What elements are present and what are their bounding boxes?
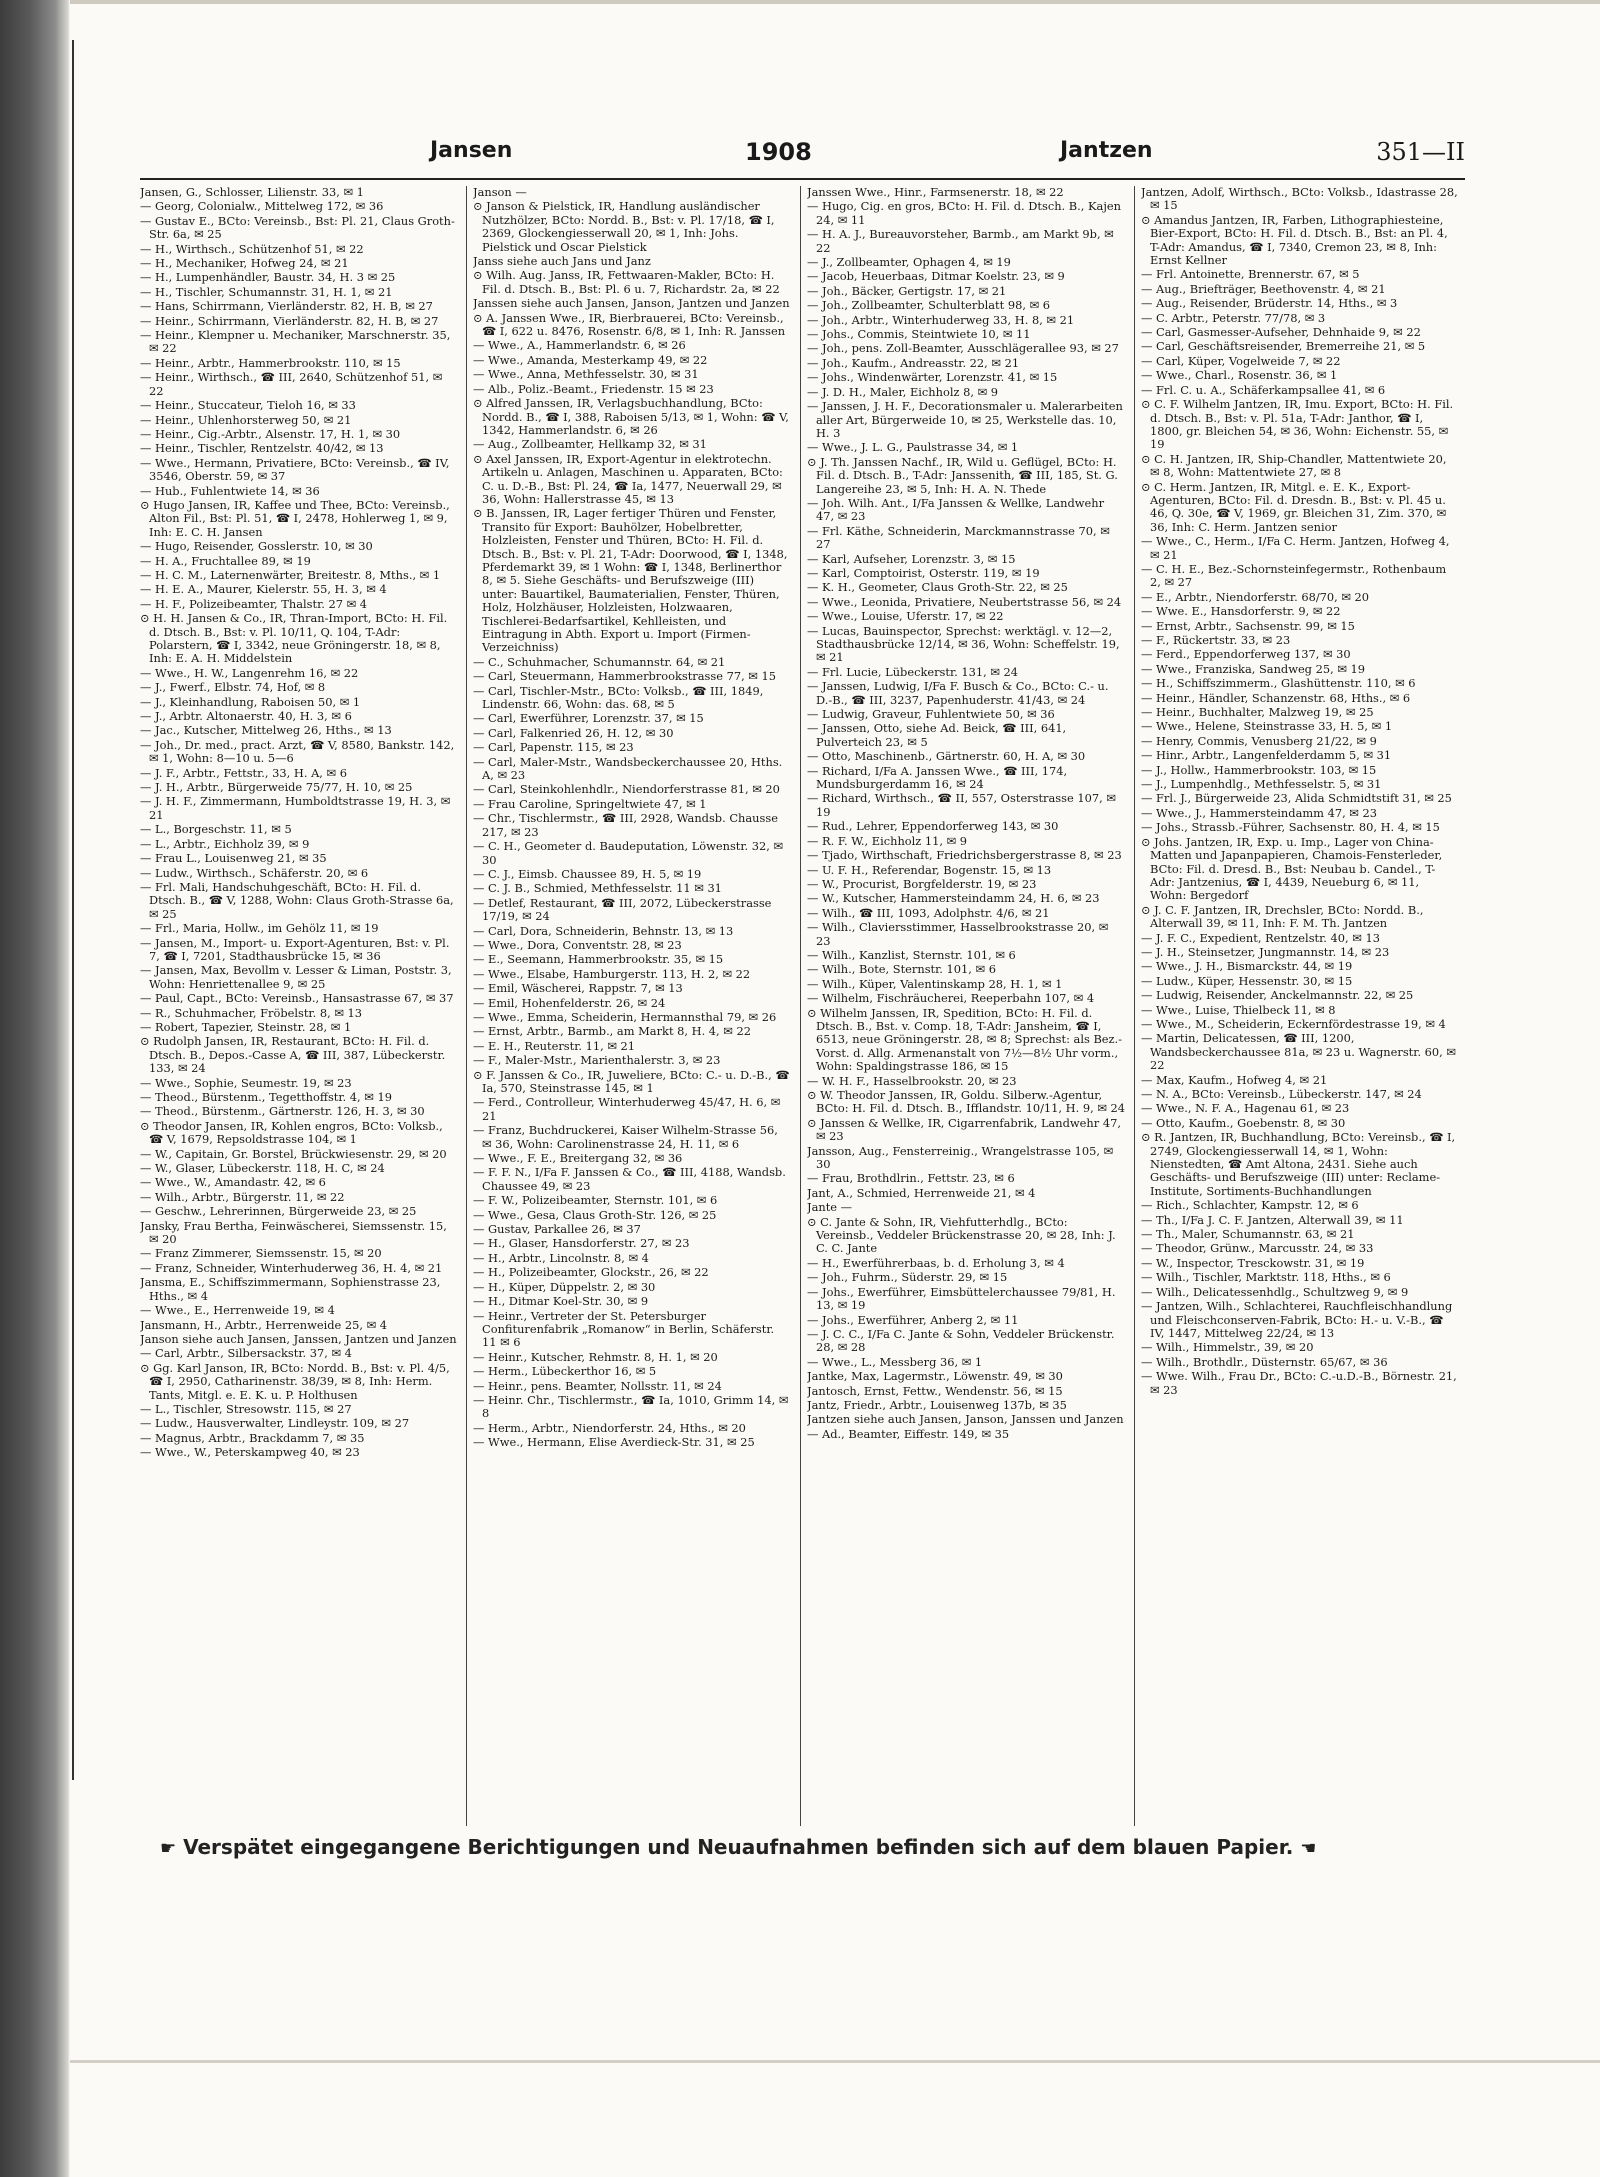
- directory-entry: — H. C. M., Laternenwärter, Breitestr. 8, Mths., ✉ 1: [140, 567, 441, 582]
- directory-entry: — Wwe., Luise, Thielbeck 11, ✉ 8: [1141, 1002, 1336, 1017]
- directory-entry: — Wwe. Wilh., Frau Dr., BCto: C.-u.D.-B., Börnestr. 21, ✉ 23: [1141, 1369, 1457, 1397]
- page-number: 351—II: [1376, 138, 1465, 166]
- footer-notice-text: Verspätet eingegangene Berichtigungen und Neuaufnahmen befinden sich auf dem blauen Papier.: [183, 1835, 1294, 1859]
- directory-entry: Jansky, Frau Bertha, Feinwäscherei, Siemssenstr. 15, ✉ 20: [140, 1218, 447, 1247]
- directory-entry: — Detlef, Restaurant, ☎ III, 2072, Lübeckerstrasse 17/19, ✉ 24: [473, 895, 772, 924]
- directory-entry: — Jansen, Max, Bevollm v. Lesser & Liman, Poststr. 3, Wohn: Henriettenallee 9, ✉ 25: [140, 963, 452, 991]
- directory-entry: — K. H., Geometer, Claus Groth-Str. 22, ✉ 25: [807, 580, 1068, 595]
- directory-entry: — Robert, Tapezier, Steinstr. 28, ✉ 1: [140, 1019, 352, 1034]
- directory-entry: — Ad., Beamter, Eiffestr. 149, ✉ 35: [807, 1426, 1010, 1441]
- directory-entry: ⊙ C. H. Jantzen, IR, Ship-Chandler, Mattentwiete 20, ✉ 8, Wohn: Mattentwiete 27, ✉ 8: [1141, 451, 1447, 480]
- directory-entry: — Wwe., W., Amandastr. 42, ✉ 6: [140, 1175, 326, 1190]
- directory-entry: Jansson, Aug., Fensterreinig., Wrangelstrasse 105, ✉ 30: [807, 1143, 1114, 1172]
- spine-edge-line: [72, 40, 74, 1780]
- directory-entry: — Wwe., L., Messberg 36, ✉ 1: [807, 1354, 983, 1369]
- directory-entry: — Carl, Papenstr. 115, ✉ 23: [473, 740, 634, 755]
- directory-entry: Janssen Wwe., Hinr., Farmsenerstr. 18, ✉ 22: [807, 186, 1064, 199]
- directory-entry: — Joh., Bäcker, Gertigstr. 17, ✉ 21: [807, 283, 1007, 298]
- directory-entry: — Wwe., C., Herm., I/Fa C. Herm. Jantzen, Hofweg 4, ✉ 21: [1141, 534, 1450, 562]
- directory-entry: — Richard, Wirthsch., ☎ II, 557, Osterstrasse 107, ✉ 19: [807, 791, 1116, 819]
- directory-entry: — W. H. F., Hasselbrookstr. 20, ✉ 23: [807, 1073, 1017, 1088]
- directory-entry: ⊙ Gg. Karl Janson, IR, BCto: Nordd. B., Bst: v. Pl. 4/5, ☎ I, 2950, Catharinenstr. 38/39, ✉ 8, Inh: Herm. Tants, Mitgl. e. E. K. u. P. Holthusen: [140, 1360, 450, 1402]
- directory-entry: ⊙ C. F. Wilhelm Jantzen, IR, Imu. Export, BCto: H. Fil. d. Dtsch. B., Bst: v. Pl. 51a, T-Adr: Janthor, ☎ I, 1800, gr. Bleichen 54, ✉ 36, Wohn: Eichenstr. 55, ✉ 19: [1141, 397, 1454, 452]
- directory-entry: — Hugo, Reisender, Gosslerstr. 10, ✉ 30: [140, 539, 373, 554]
- directory-entry: ⊙ A. Janssen Wwe., IR, Bierbrauerei, BCto: Vereinsb., ☎ I, 622 u. 8476, Rosenstr. 6/8, ✉ 1, Inh: R. Janssen: [473, 310, 786, 339]
- directory-entry: — C. Arbtr., Peterstr. 77/78, ✉ 3: [1141, 310, 1326, 325]
- directory-entry: — Hub., Fuhlentwiete 14, ✉ 36: [140, 483, 320, 498]
- directory-entry: — Jantzen, Wilh., Schlachterei, Rauchfleischhandlung und Fleischconserven-Fabrik, BCto: H.- u. V.-B., ☎ IV, 1447, Mittelweg 22/24, ✉ 13: [1141, 1299, 1453, 1340]
- directory-entry: — Herm., Arbtr., Niendorferstr. 24, Hths., ✉ 20: [473, 1420, 746, 1435]
- directory-entry: — N. A., BCto: Vereinsb., Lübeckerstr. 147, ✉ 24: [1141, 1087, 1422, 1101]
- directory-entry: — Paul, Capt., BCto: Vereinsb., Hansastrasse 67, ✉ 37: [140, 991, 454, 1006]
- directory-entry: — Wwe., N. F. A., Hagenau 61, ✉ 23: [1141, 1101, 1350, 1116]
- directory-entry: — Jacob, Heuerbaas, Ditmar Koelstr. 23, ✉ 9: [807, 269, 1065, 284]
- directory-entry: ⊙ Theodor Jansen, IR, Kohlen engros, BCto: Volksb., ☎ V, 1679, Repsoldstrasse 104, ✉ 1: [140, 1118, 443, 1147]
- directory-entry: — Franz, Schneider, Winterhuderweg 36, H. 4, ✉ 21: [140, 1260, 443, 1275]
- pointing-hand-left-icon: ☚: [1300, 1838, 1317, 1859]
- directory-entry: ⊙ Axel Janssen, IR, Export-Agentur in elektrotechn. Artikeln u. Anlagen, Maschinen u. Apparaten, BCto: C. u. D.-B., Bst: Pl. 24, ☎ Ia, 1477, Neuerwall 29, ✉ 36, Wohn: Hallerstrasse 45, ✉ 13: [473, 451, 783, 506]
- directory-entry: — Ludw., Hausverwalter, Lindleystr. 109, ✉ 27: [140, 1416, 410, 1431]
- directory-entry: — Wwe., E., Herrenweide 19, ✉ 4: [140, 1303, 335, 1318]
- directory-entry: — Wilh., Arbtr., Bürgerstr. 11, ✉ 22: [140, 1189, 345, 1204]
- directory-entry: — Wwe., Elsabe, Hamburgerstr. 113, H. 2, ✉ 22: [473, 966, 751, 981]
- directory-entry: — J. F. C., Expedient, Rentzelstr. 40, ✉ 13: [1141, 930, 1380, 945]
- directory-entry: — Gustav, Parkallee 26, ✉ 37: [473, 1222, 641, 1237]
- directory-entry: — J., Fwerf., Elbstr. 74, Hof, ✉ 8: [140, 680, 326, 695]
- directory-entry: — Georg, Colonialw., Mittelweg 172, ✉ 36: [140, 199, 384, 214]
- directory-entry: — H., Ewerführerbaas, b. d. Erholung 3, ✉ 4: [807, 1255, 1065, 1270]
- directory-entry: — Gustav E., BCto: Vereinsb., Bst: Pl. 21, Claus Groth-Str. 6a, ✉ 25: [140, 213, 455, 242]
- directory-entry: — J. H., Arbtr., Bürgerweide 75/77, H. 10, ✉ 25: [140, 780, 413, 795]
- directory-entry: — Wwe., Emma, Scheiderin, Hermannsthal 79, ✉ 26: [473, 1009, 777, 1024]
- directory-entry: — Wwe., Sophie, Seumestr. 19, ✉ 23: [140, 1075, 352, 1090]
- directory-entry: — Joh., Kaufm., Andreasstr. 22, ✉ 21: [807, 355, 1020, 370]
- directory-entry: — J., Arbtr. Altonaerstr. 40, H. 3, ✉ 6: [140, 709, 352, 724]
- directory-entry: Jansen, G., Schlosser, Lilienstr. 33, ✉ 1: [140, 186, 364, 199]
- directory-entry: — Carl, Ewerführer, Lorenzstr. 37, ✉ 15: [473, 711, 704, 726]
- directory-entry: — W., Inspector, Tresckowstr. 31, ✉ 19: [1141, 1255, 1365, 1270]
- directory-entry: — Max, Kaufm., Hofweg 4, ✉ 21: [1141, 1072, 1328, 1087]
- directory-entry: — Ferd., Eppendorferweg 137, ✉ 30: [1141, 647, 1351, 662]
- directory-entry: — H., Arbtr., Lincolnstr. 8, ✉ 4: [473, 1250, 649, 1265]
- directory-entry: — Heinr., Arbtr., Hammerbrookstr. 110, ✉ 15: [140, 355, 401, 370]
- directory-entry: — Johs., Ewerführer, Anberg 2, ✉ 11: [807, 1312, 1019, 1327]
- directory-entry: — Ernst, Arbtr., Barmb., am Markt 8, H. 4, ✉ 22: [473, 1024, 751, 1039]
- directory-entry: — J. H. F., Zimmermann, Humboldtstrasse 19, H. 3, ✉ 21: [140, 794, 451, 822]
- directory-entry: — Wwe., Leonida, Privatiere, Neubertstrasse 56, ✉ 24: [807, 594, 1122, 609]
- directory-entry: — L., Borgeschstr. 11, ✉ 5: [140, 822, 292, 837]
- directory-entry: — Aug., Zollbeamter, Hellkamp 32, ✉ 31: [473, 437, 707, 452]
- directory-entry: Jansmann, H., Arbtr., Herrenweide 25, ✉ 4: [140, 1317, 388, 1332]
- directory-entry: — Heinr., Wirthsch., ☎ III, 2640, Schützenhof 51, ✉ 22: [140, 370, 443, 398]
- column-2: [473, 186, 791, 1826]
- directory-entry: — Johs., Strassb.-Führer, Sachsenstr. 80, H. 4, ✉ 15: [1141, 820, 1440, 835]
- directory-entry: — Heinr., Händler, Schanzenstr. 68, Hths., ✉ 6: [1141, 690, 1411, 705]
- directory-entry: — Carl, Steuermann, Hammerbrookstrasse 77, ✉ 15: [473, 669, 776, 684]
- directory-entry: — Hugo, Cig. en gros, BCto: H. Fil. d. Dtsch. B., Kajen 24, ✉ 11: [807, 199, 1121, 227]
- directory-entry: ⊙ B. Janssen, IR, Lager fertiger Thüren und Fenster, Transito für Export: Bauhölzer, Hobelbretter, Holzleisten, Fenster und Thüren, BCto: H. Fil. d. Dtsch. B., Bst: v. Pl. 21, T-Adr: Doorwood, ☎ I, 1348, Pferdemarkt 39, ✉ 1 Wohn: ☎ I, 1348, Berlinerthor 8, ✉ 5. Siehe Geschäfts- und Berufszweige (III) unter: Bauartikel, Baumaterialien, Fenster, Thüren, Holz, Holzhäuser, Holzleisten, Holzwaaren, Tischlerei-Bedarfsartikel, Kehlleisten, und Eintragung in Abth. Export u. Import (Firmen-Verzeichniss): [473, 506, 788, 655]
- directory-entry: — Carl, Arbtr., Silbersackstr. 37, ✉ 4: [140, 1346, 352, 1361]
- directory-entry: Jante —: [807, 1200, 853, 1215]
- directory-entry: — Wwe., Charl., Rosenstr. 36, ✉ 1: [1141, 368, 1338, 383]
- directory-entry: — Johs., Ewerführer, Eimsbüttelerchaussee 79/81, H. 13, ✉ 19: [807, 1284, 1116, 1313]
- directory-entry: — Joh., Fuhrm., Süderstr. 29, ✉ 15: [807, 1270, 1008, 1285]
- directory-entry: — Joh., pens. Zoll-Beamter, Ausschlägerallee 93, ✉ 27: [807, 341, 1119, 356]
- directory-entry: — Wwe. E., Hansdorferstr. 9, ✉ 22: [1141, 604, 1341, 619]
- directory-entry: — Wilh., Delicatessenhdlg., Schultzweg 9, ✉ 9: [1141, 1284, 1409, 1299]
- directory-entry: — C. J., Eimsb. Chaussee 89, H. 5, ✉ 19: [473, 866, 702, 881]
- directory-entry: — H., Küper, Düppelstr. 2, ✉ 30: [473, 1279, 656, 1294]
- directory-entry: ⊙ F. Janssen & Co., IR, Juweliere, BCto: C.- u. D.-B., ☎ Ia, 570, Steinstrasse 145, ✉ 1: [473, 1067, 790, 1095]
- directory-entry: — Johs., Commis, Steintwiete 10, ✉ 11: [807, 327, 1031, 342]
- directory-entry: ⊙ Amandus Jantzen, IR, Farben, Lithographiesteine, Bier-Export, BCto: H. Fil. d. Dtsch. B., Bst: an Pl. 4, T-Adr: Amandus, ☎ I, 7340, Cremon 23, ✉ 8, Inh: Ernst Kellner: [1141, 212, 1448, 268]
- directory-entry: — Frl., Maria, Hollw., im Gehölz 11, ✉ 19: [140, 921, 379, 936]
- directory-entry: — Heinr., pens. Beamter, Nollsstr. 11, ✉ 24: [473, 1378, 722, 1393]
- directory-entry: ⊙ H. H. Jansen & Co., IR, Thran-Import, BCto: H. Fil. d. Dtsch. B., Bst: v. Pl. 10/11, Q. 104, T-Adr: Polarstern, ☎ I, 3342, neue Gröningerstr. 18, ✉ 8, Inh: E. A. H. Middelstein: [140, 611, 448, 666]
- directory-entry: — Wwe., J., Hammersteindamm 47, ✉ 23: [1141, 805, 1377, 820]
- directory-entry: Jantz, Friedr., Arbtr., Louisenweg 137b, ✉ 35: [807, 1397, 1067, 1412]
- column-4: [1141, 186, 1459, 1826]
- directory-entry: — Ludw., Küper, Hessenstr. 30, ✉ 15: [1141, 973, 1353, 988]
- directory-entry: — J., Hollw., Hammerbrookstr. 103, ✉ 15: [1141, 762, 1377, 777]
- directory-entry: — Frl. Käthe, Schneiderin, Marckmannstrasse 70, ✉ 27: [807, 523, 1110, 552]
- directory-entry: — Henry, Commis, Venusberg 21/22, ✉ 9: [1141, 733, 1377, 748]
- directory-entry: — Carl, Dora, Schneiderin, Behnstr. 13, ✉ 13: [473, 923, 734, 938]
- directory-entry: — J. C. C., I/Fa C. Jante & Sohn, Veddeler Brückenstr. 28, ✉ 28: [807, 1326, 1115, 1355]
- directory-entry: — Karl, Comptoirist, Osterstr. 119, ✉ 19: [807, 565, 1040, 580]
- directory-entry: — Wwe., J. H., Bismarckstr. 44, ✉ 19: [1141, 959, 1353, 974]
- page-header: [140, 130, 1465, 180]
- directory-entry: — Aug., Reisender, Brüderstr. 14, Hths., ✉ 3: [1141, 296, 1398, 311]
- directory-entry: — Janssen, Otto, siehe Ad. Beick, ☎ III, 641, Pulverteich 23, ✉ 5: [807, 721, 1067, 749]
- directory-entry: — Rich., Schlachter, Kampstr. 12, ✉ 6: [1141, 1198, 1359, 1213]
- directory-entry: — Wwe., Louise, Uferstr. 17, ✉ 22: [807, 609, 1004, 624]
- directory-entry: — Theod., Bürstenm., Gärtnerstr. 126, H. 3, ✉ 30: [140, 1104, 425, 1119]
- directory-entry: — J. H., Steinsetzer, Jungmannstr. 14, ✉ 23: [1141, 944, 1390, 959]
- directory-entry: ⊙ C. Jante & Sohn, IR, Viehfutterhdlg., BCto: Vereinsb., Veddeler Brückenstrasse 20, ✉ 28, Inh: J. C. C. Jante: [807, 1214, 1116, 1256]
- directory-entry: Jansma, E., Schiffszimmermann, Sophienstrasse 23, Hths., ✉ 4: [140, 1275, 441, 1303]
- directory-entry: — W., Procurist, Borgfelderstr. 19, ✉ 23: [807, 876, 1037, 891]
- directory-entry: — H., Mechaniker, Hofweg 24, ✉ 21: [140, 256, 349, 271]
- directory-entry: — W., Capitain, Gr. Borstel, Brückwiesenstr. 29, ✉ 20: [140, 1146, 447, 1161]
- column-divider: [800, 186, 801, 1826]
- directory-entry: — Martin, Delicatessen, ☎ III, 1200, Wandsbeckerchaussee 81a, ✉ 23 u. Wagnerstr. 60, ✉ 22: [1141, 1031, 1456, 1073]
- directory-entry: — Wwe., Dora, Conventstr. 28, ✉ 23: [473, 937, 682, 952]
- directory-entry: — U. F. H., Referendar, Bogenstr. 15, ✉ 13: [807, 862, 1052, 877]
- directory-entry: — Franz, Buchdruckerei, Kaiser Wilhelm-Strasse 56, ✉ 36, Wohn: Carolinenstrasse 24, H. 11, ✉ 6: [473, 1123, 778, 1151]
- directory-entry: — Wwe., Helene, Steinstrasse 33, H. 5, ✉ 1: [1141, 719, 1393, 734]
- directory-entry: ⊙ Rudolph Jansen, IR, Restaurant, BCto: H. Fil. d. Dtsch. B., Depos.-Casse A, ☎ III, 387, Lübeckerstr. 133, ✉ 24: [140, 1034, 446, 1076]
- directory-entry: — R., Schuhmacher, Fröbelstr. 8, ✉ 13: [140, 1005, 363, 1020]
- directory-entry: — F., Rückertstr. 33, ✉ 23: [1141, 633, 1291, 647]
- directory-entry: Jantosch, Ernst, Fettw., Wendenstr. 56, ✉ 15: [807, 1383, 1063, 1398]
- directory-entry: — F. F. N., I/Fa F. Janssen & Co., ☎ III, 4188, Wandsb. Chaussee 49, ✉ 23: [473, 1165, 786, 1193]
- directory-entry: — C. H. E., Bez.-Schornsteinfegermstr., Rothenbaum 2, ✉ 27: [1141, 561, 1447, 590]
- directory-entry: — Heinr., Kutscher, Rehmstr. 8, H. 1, ✉ 20: [473, 1349, 718, 1364]
- directory-entry: Jant, A., Schmied, Herrenweide 21, ✉ 4: [807, 1185, 1036, 1200]
- directory-entry: — Heinr., Buchhalter, Malzweg 19, ✉ 25: [1141, 705, 1374, 720]
- directory-entry: — Wilh., Claviersstimmer, Hasselbrookstrasse 20, ✉ 23: [807, 920, 1109, 948]
- directory-entry: — H., Glaser, Hansdorferstr. 27, ✉ 23: [473, 1236, 690, 1251]
- directory-entry: — Frl. J., Bürgerweide 23, Alida Schmidtstift 31, ✉ 25: [1141, 791, 1452, 806]
- directory-entry: — H., Schiffszimmerm., Glashüttenstr. 110, ✉ 6: [1141, 676, 1416, 691]
- page-bottom-edge: [70, 2060, 1600, 2063]
- directory-entry: — Frau, Brothdlrin., Fettstr. 23, ✉ 6: [807, 1171, 1015, 1186]
- directory-entry: — Theodor, Grünw., Marcusstr. 24, ✉ 33: [1141, 1241, 1374, 1256]
- directory-entry: ⊙ Janson & Pielstick, IR, Handlung ausländischer Nutzhölzer, BCto: Nordd. B., Bst: v. Pl. 17/18, ☎ I, 2369, Glockengiesserwall 20, ✉ 1, Inh: Johs. Pielstick und Oscar Pielstick: [473, 199, 775, 254]
- directory-entry: — H., Polizeibeamter, Glockstr., 26, ✉ 22: [473, 1265, 709, 1280]
- directory-entry: — Frl. C. u. A., Schäferkampsallee 41, ✉ 6: [1141, 382, 1386, 397]
- directory-entry: — H. E. A., Maurer, Kielerstr. 55, H. 3, ✉ 4: [140, 582, 387, 597]
- directory-entry: — W., Glaser, Lübeckerstr. 118, H. C, ✉ 24: [140, 1161, 385, 1176]
- directory-entry: — Lucas, Bauinspector, Sprechst: werktägl. v. 12—2, Stadthausbrücke 12/14, ✉ 36, Wohn: Scheffelstr. 19, ✉ 21: [807, 623, 1120, 665]
- directory-entry: — Alb., Poliz.-Beamt., Friedenstr. 15 ✉ 23: [473, 381, 714, 396]
- directory-entry: — Theod., Bürstenm., Tegetthoffstr. 4, ✉ 19: [140, 1090, 392, 1104]
- directory-entry: — F., Maler-Mstr., Marienthalerstr. 3, ✉ 23: [473, 1053, 721, 1068]
- directory-entry: — Jac., Kutscher, Mittelweg 26, Hths., ✉ 13: [140, 723, 392, 738]
- directory-entry: ⊙ Janssen & Wellke, IR, Cigarrenfabrik, Landwehr 47, ✉ 23: [807, 1115, 1121, 1144]
- page-top-edge: [70, 0, 1600, 4]
- directory-entry: — Joh., Arbtr., Winterhuderweg 33, H. 8, ✉ 21: [807, 312, 1075, 327]
- directory-entry: ⊙ J. C. F. Jantzen, IR, Drechsler, BCto: Nordd. B., Alterwall 39, ✉ 11, Inh: F. M. Th. Jantzen: [1141, 902, 1424, 931]
- header-left-keyword: Jansen: [430, 138, 513, 163]
- directory-entry: — J., Lumpenhdlg., Methfesselstr. 5, ✉ 31: [1141, 777, 1382, 792]
- directory-entry: — F. W., Polizeibeamter, Sternstr. 101, ✉ 6: [473, 1193, 718, 1208]
- directory-entry: — Wwe., Hermann, Privatiere, BCto: Vereinsb., ☎ IV, 3546, Oberstr. 59, ✉ 37: [140, 455, 450, 484]
- directory-entry: — Carl, Gasmesser-Aufseher, Dehnhaide 9, ✉ 22: [1141, 325, 1421, 340]
- directory-entry: — Johs., Windenwärter, Lorenzstr. 41, ✉ 15: [807, 370, 1058, 385]
- directory-entry: — Emil, Wäscherei, Rappstr. 7, ✉ 13: [473, 981, 683, 996]
- directory-entry: Janss siehe auch Jans und Janz: [473, 254, 651, 269]
- directory-entry: — Carl, Maler-Mstr., Wandsbeckerchaussee 20, Hths. A, ✉ 23: [473, 754, 783, 783]
- directory-entry: — Magnus, Arbtr., Brackdamm 7, ✉ 35: [140, 1430, 365, 1445]
- directory-entry: — J. F., Arbtr., Fettstr., 33, H. A, ✉ 6: [140, 765, 347, 780]
- column-divider: [466, 186, 467, 1826]
- directory-entry: — Heinr., Vertreter der St. Petersburger Confiturenfabrik „Romanow“ in Berlin, Schäferstr. 11 ✉ 6: [473, 1308, 775, 1350]
- directory-entry: ⊙ Wilhelm Janssen, IR, Spedition, BCto: H. Fil. d. Dtsch. B., Bst. v. Comp. 18, T-Adr: Jansheim, ☎ I, 6513, neue Gröningerstr. 28, ✉ 8; Sprechst: als Bez.-Vorst. d. Allg. Armenanstalt von 7½—8½ Uhr vorm., Wohn: Spaldingstrasse 186, ✉ 15: [807, 1005, 1123, 1074]
- directory-entry: — Wwe., M., Scheiderin, Eckernfördestrasse 19, ✉ 4: [1141, 1016, 1446, 1031]
- directory-entry: — Chr., Tischlermstr., ☎ III, 2928, Wandsb. Chausse 217, ✉ 23: [473, 811, 778, 839]
- directory-entry: ⊙ R. Jantzen, IR, Buchhandlung, BCto: Vereinsb., ☎ I, 2749, Glockengiesserwall 14, ✉ 1, Wohn: Nienstedten, ☎ Amt Altona, 2431. Siehe auch Geschäfts- und Berufszweige (III) unter: Reclame-Institute, Sortiments-Buchhandlungen: [1141, 1130, 1456, 1198]
- directory-entry: ⊙ C. Herm. Jantzen, IR, Mitgl. e. E. K., Export-Agenturen, BCto: Fil. d. Dresdn. B., Bst: v. Pl. 45 u. 46, Q. 30e, ☎ V, 1969, gr. Bleichen 31, Zim. 370, ✉ 36, Inh: C. Herm. Jantzen senior: [1141, 479, 1447, 534]
- directory-entry: — Frl. Antoinette, Brennerstr. 67, ✉ 5: [1141, 267, 1360, 282]
- directory-entry: — Jansen, M., Import- u. Export-Agenturen, Bst: v. Pl. 7, ☎ I, 7201, Stadthausbrücke 15, ✉ 36: [140, 935, 450, 963]
- directory-entry: Jantzen siehe auch Jansen, Janson, Janssen und Janzen: [807, 1412, 1124, 1427]
- directory-entry: Jantke, Max, Lagermstr., Löwenstr. 49, ✉ 30: [807, 1369, 1063, 1384]
- directory-entry: ⊙ Alfred Janssen, IR, Verlagsbuchhandlung, BCto: Nordd. B., ☎ I, 388, Raboisen 5/13, ✉ 1, Wohn: ☎ V, 1342, Hammerlandstr. 6, ✉ 26: [473, 396, 789, 437]
- column-divider: [1134, 186, 1135, 1826]
- directory-entry: — Frau Caroline, Springeltwiete 47, ✉ 1: [473, 796, 707, 811]
- directory-entry: — Ludw., Wirthsch., Schäferstr. 20, ✉ 6: [140, 865, 369, 880]
- directory-entry: — Herm., Lübeckerthor 16, ✉ 5: [473, 1364, 657, 1379]
- directory-entry: — Ernst, Arbtr., Sachsenstr. 99, ✉ 15: [1141, 618, 1355, 633]
- directory-entry: ⊙ Johs. Jantzen, IR, Exp. u. Imp., Lager von China- Matten und Japanpapieren, Chamois-Fensterleder, BCto: Fil. d. Dresd. B., Bst: Neubau b. Candel., T-Adr: Jantzenius, ☎ I, 4439, Neueburg 6, ✉ 11, Wohn: Bergedorf: [1141, 834, 1443, 903]
- directory-entry: ⊙ W. Theodor Janssen, IR, Goldu. Silberw.-Agentur, BCto: H. Fil. d. Dtsch. B., Ifflandstr. 10/11, H. 9, ✉ 24: [807, 1088, 1125, 1116]
- directory-entry: — Emil, Hohenfelderstr. 26, ✉ 24: [473, 995, 666, 1010]
- directory-entry: — Ferd., Controlleur, Winterhuderweg 45/47, H. 6, ✉ 21: [473, 1095, 781, 1123]
- directory-entry: — E. H., Reuterstr. 11, ✉ 21: [473, 1038, 636, 1053]
- directory-entry: — Karl, Aufseher, Lorenzstr. 3, ✉ 15: [807, 551, 1016, 566]
- directory-entry: — Heinr., Uhlenhorsterweg 50, ✉ 21: [140, 412, 352, 427]
- directory-entry: — Wwe., J. L. G., Paulstrasse 34, ✉ 1: [807, 440, 1019, 455]
- directory-entry: — Janssen, Ludwig, I/Fa F. Busch & Co., BCto: C.- u. D.-B., ☎ III, 3237, Papenhuderstr. 41/43, ✉ 24: [807, 679, 1109, 707]
- directory-entry: — Hinr., Arbtr., Langenfelderdamm 5, ✉ 31: [1141, 748, 1392, 763]
- directory-entry: — H., Ditmar Koel-Str. 30, ✉ 9: [473, 1294, 649, 1309]
- directory-entry: — Th., I/Fa J. C. F. Jantzen, Alterwall 39, ✉ 11: [1141, 1212, 1404, 1227]
- directory-entry: — Joh., Dr. med., pract. Arzt, ☎ V, 8580, Bankstr. 142, ✉ 1, Wohn: 8—10 u. 5—6: [140, 737, 455, 766]
- directory-entry: Jantzen, Adolf, Wirthsch., BCto: Volksb., Idastrasse 28, ✉ 15: [1141, 186, 1458, 213]
- directory-entry: — Carl, Falkenried 26, H. 12, ✉ 30: [473, 725, 674, 740]
- directory-entry: — H., Wirthsch., Schützenhof 51, ✉ 22: [140, 241, 364, 256]
- directory-entry: — Heinr., Klempner u. Mechaniker, Marschnerstr. 35, ✉ 22: [140, 328, 451, 356]
- header-right-keyword: Jantzen: [1060, 138, 1153, 163]
- directory-entry: — C. J. B., Schmied, Methfesselstr. 11 ✉ 31: [473, 881, 722, 896]
- entries-columns: [140, 186, 1465, 1826]
- directory-entry: ⊙ Wilh. Aug. Janss, IR, Fettwaaren-Makler, BCto: H. Fil. d. Dtsch. B., Bst: Pl. 6 u. 7, Richardstr. 2a, ✉ 22: [473, 268, 780, 296]
- directory-entry: — Wwe., A., Hammerlandstr. 6, ✉ 26: [473, 338, 686, 353]
- header-year: 1908: [745, 138, 812, 166]
- directory-entry: — J., Zollbeamter, Ophagen 4, ✉ 19: [807, 255, 1011, 270]
- column-1: [140, 186, 458, 1826]
- directory-entry: — C., Schuhmacher, Schumannstr. 64, ✉ 21: [473, 654, 726, 669]
- directory-entry: — Wwe., W., Peterskampweg 40, ✉ 23: [140, 1445, 360, 1460]
- directory-entry: — Otto, Kaufm., Goebenstr. 8, ✉ 30: [1141, 1115, 1346, 1130]
- directory-entry: — L., Tischler, Stresowstr. 115, ✉ 27: [140, 1401, 352, 1416]
- directory-entry: — Frl. Mali, Handschuhgeschäft, BCto: H. Fil. d. Dtsch. B., ☎ V, 1288, Wohn: Claus Groth-Strasse 6a, ✉ 25: [140, 879, 454, 921]
- directory-entry: — J. D. H., Maler, Eichholz 8, ✉ 9: [807, 384, 999, 399]
- directory-entry: — W., Kutscher, Hammersteindamm 24, H. 6, ✉ 23: [807, 891, 1100, 906]
- directory-entry: — Rud., Lehrer, Eppendorferweg 143, ✉ 30: [807, 819, 1059, 834]
- directory-entry: — Joh., Zollbeamter, Schulterblatt 98, ✉ 6: [807, 298, 1050, 313]
- directory-entry: Janssen siehe auch Jansen, Janson, Jantzen und Janzen: [473, 296, 790, 311]
- directory-entry: — H. F., Polizeibeamter, Thalstr. 27 ✉ 4: [140, 596, 368, 611]
- directory-entry: — E., Seemann, Hammerbrookstr. 35, ✉ 15: [473, 952, 724, 967]
- pointing-hand-right-icon: ☛: [160, 1838, 177, 1859]
- directory-entry: — Wilh., Küper, Valentinskamp 28, H. 1, ✉ 1: [807, 976, 1063, 991]
- directory-entry: — Frau L., Louisenweg 21, ✉ 35: [140, 851, 327, 866]
- directory-entry: — Tjado, Wirthschaft, Friedrichsbergerstrasse 8, ✉ 23: [807, 848, 1122, 863]
- directory-entry: Janson siehe auch Jansen, Janssen, Jantzen und Janzen: [140, 1331, 457, 1346]
- directory-entry: — Wilh., Himmelstr., 39, ✉ 20: [1141, 1340, 1314, 1355]
- directory-entry: — Heinr., Stuccateur, Tieloh 16, ✉ 33: [140, 398, 356, 413]
- directory-entry: — C. H., Geometer d. Baudeputation, Löwenstr. 32, ✉ 30: [473, 839, 784, 867]
- directory-entry: — Wwe., Amanda, Mesterkamp 49, ✉ 22: [473, 352, 708, 367]
- directory-entry: — J., Kleinhandlung, Raboisen 50, ✉ 1: [140, 694, 361, 709]
- column-3: [807, 186, 1125, 1826]
- directory-entry: — Ludwig, Graveur, Fuhlentwiete 50, ✉ 36: [807, 707, 1055, 722]
- directory-entry: — Geschw., Lehrerinnen, Bürgerweide 23, ✉ 25: [140, 1204, 417, 1219]
- book-spine-shadow: [0, 0, 70, 2177]
- directory-entry: — E., Arbtr., Niendorferstr. 68/70, ✉ 20: [1141, 589, 1370, 604]
- directory-entry: — Richard, I/Fa A. Janssen Wwe., ☎ III, 174, Mundsburgerdamm 16, ✉ 24: [807, 763, 1068, 792]
- directory-entry: — Frl. Lucie, Lübeckerstr. 131, ✉ 24: [807, 664, 1019, 679]
- directory-entry: — R. F. W., Eichholz 11, ✉ 9: [807, 833, 968, 848]
- directory-entry: — Heinr., Schirrmann, Vierländerstr. 82, H. B, ✉ 27: [140, 313, 439, 328]
- directory-entry: — Heinr., Tischler, Rentzelstr. 40/42, ✉ 13: [140, 441, 384, 456]
- directory-entry: ⊙ Hugo Jansen, IR, Kaffee und Thee, BCto: Vereinsb., Alton Fil., Bst: Pl. 51, ☎ I, 2478, Hohlerweg 1, ✉ 9, Inh: E. C. H. Jansen: [140, 497, 450, 539]
- directory-entry: — Carl, Tischler-Mstr., BCto: Volksb., ☎ III, 1849, Lindenstr. 66, Wohn: das. 68, ✉ 5: [473, 683, 764, 712]
- directory-entry: — L., Arbtr., Eichholz 39, ✉ 9: [140, 836, 310, 851]
- directory-entry: — Wwe., Hermann, Elise Averdieck-Str. 31, ✉ 25: [473, 1435, 755, 1450]
- directory-entry: — Wilh., Kanzlist, Sternstr. 101, ✉ 6: [807, 947, 1016, 962]
- directory-entry: — Carl, Geschäftsreisender, Bremerreihe 21, ✉ 5: [1141, 339, 1426, 354]
- directory-entry: — Th., Maler, Schumannstr. 63, ✉ 21: [1141, 1227, 1355, 1242]
- directory-entry: — Wwe., H. W., Langenrehm 16, ✉ 22: [140, 665, 359, 680]
- directory-entry: — Wilh., Bote, Sternstr. 101, ✉ 6: [807, 962, 996, 977]
- directory-entry: — Aug., Briefträger, Beethovenstr. 4, ✉ 21: [1141, 281, 1386, 296]
- directory-entry: — Wilh., Brothdlr., Düsternstr. 65/67, ✉ 36: [1141, 1354, 1388, 1369]
- directory-entry: — Wwe., Gesa, Claus Groth-Str. 126, ✉ 25: [473, 1207, 717, 1222]
- directory-entry: — Carl, Küper, Vogelweide 7, ✉ 22: [1141, 353, 1341, 368]
- directory-entry: — Wwe., Franziska, Sandweg 25, ✉ 19: [1141, 661, 1365, 676]
- directory-entry: ⊙ J. Th. Janssen Nachf., IR, Wild u. Geflügel, BCto: H. Fil. d. Dtsch. B., T-Adr: Janssenith, ☎ III, 185, St. G. Langereihe 23, ✉ 5, Inh: H. A. N. Thede: [807, 454, 1118, 496]
- directory-entry: — H., Tischler, Schumannstr. 31, H. 1, ✉ 21: [140, 284, 393, 299]
- directory-entry: — Hans, Schirrmann, Vierländerstr. 82, H. B, ✉ 27: [140, 299, 433, 314]
- directory-entry: — H. A., Fruchtallee 89, ✉ 19: [140, 553, 311, 568]
- directory-entry: — Carl, Steinkohlenhdlr., Niendorferstrasse 81, ✉ 20: [473, 782, 780, 797]
- directory-entry: — Wilhelm, Fischräucherei, Reeperbahn 107, ✉ 4: [807, 991, 1095, 1006]
- directory-entry: — Heinr., Cig.-Arbtr., Alsenstr. 17, H. 1, ✉ 30: [140, 426, 401, 441]
- directory-entry: — Wilh., Tischler, Marktstr. 118, Hths., ✉ 6: [1141, 1270, 1391, 1285]
- directory-entry: — Heinr. Chr., Tischlermstr., ☎ Ia, 1010, Grimm 14, ✉ 8: [473, 1392, 789, 1421]
- directory-entry: — Otto, Maschinenb., Gärtnerstr. 60, H. A, ✉ 30: [807, 749, 1086, 764]
- directory-entry: — Joh. Wilh. Ant., I/Fa Janssen & Wellke, Landwehr 47, ✉ 23: [807, 495, 1105, 524]
- footer-notice: [160, 1835, 1460, 1859]
- directory-page: [140, 130, 1465, 2030]
- directory-entry: — Ludwig, Reisender, Anckelmannstr. 22, ✉ 25: [1141, 988, 1414, 1003]
- directory-entry: — Wwe., F. E., Breitergang 32, ✉ 36: [473, 1151, 683, 1166]
- directory-entry: — H. A. J., Bureauvorsteher, Barmb., am Markt 9b, ✉ 22: [807, 227, 1114, 255]
- directory-entry: — Franz Zimmerer, Siemssenstr. 15, ✉ 20: [140, 1246, 382, 1261]
- directory-entry: Janson —: [473, 186, 527, 199]
- directory-entry: — Janssen, J. H. F., Decorationsmaler u. Malerarbeiten aller Art, Bürgerweide 10, ✉ 25, Werkstelle das. 10, H. 3: [807, 399, 1123, 440]
- directory-entry: — H., Lumpenhändler, Baustr. 34, H. 3 ✉ 25: [140, 270, 396, 285]
- directory-entry: — Wilh., ☎ III, 1093, Adolphstr. 4/6, ✉ 21: [807, 905, 1050, 920]
- directory-entry: — Wwe., Anna, Methfesselstr. 30, ✉ 31: [473, 367, 699, 382]
